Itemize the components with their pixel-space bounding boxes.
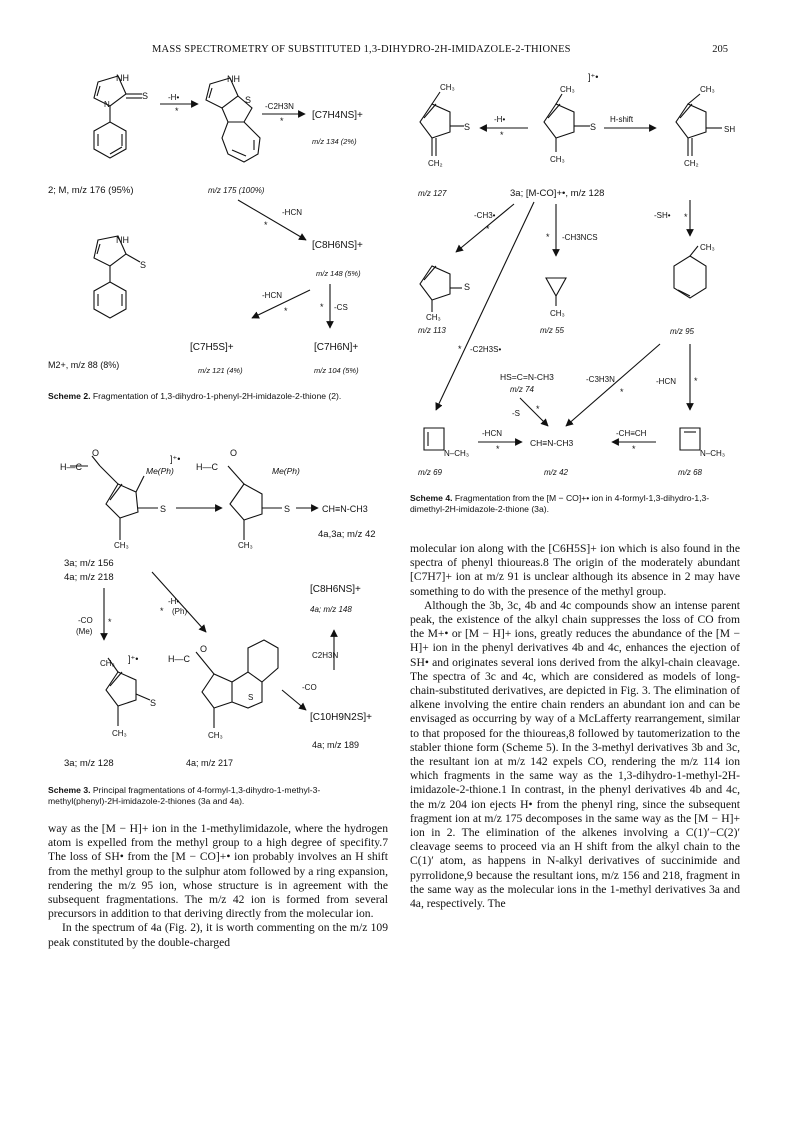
svg-text:-C2H3N: -C2H3N xyxy=(265,102,294,111)
svg-text:CH₂: CH₂ xyxy=(428,159,443,168)
svg-text:S: S xyxy=(284,504,291,514)
svg-text:S: S xyxy=(590,122,597,132)
svg-text:*: * xyxy=(280,116,284,126)
svg-text:m/z 74: m/z 74 xyxy=(510,385,535,394)
right-column-text xyxy=(410,542,740,911)
svg-text:O: O xyxy=(230,448,238,458)
svg-text:[C8H6NS]+: [C8H6NS]+ xyxy=(312,240,363,251)
svg-text:m/z 113: m/z 113 xyxy=(418,326,446,335)
svg-text:*: * xyxy=(284,306,288,316)
svg-text:NH: NH xyxy=(116,235,129,245)
running-title: MASS SPECTROMETRY OF SUBSTITUTED 1,3-DIHYDRO-2H-IMIDAZOLE-2-THIONES xyxy=(152,44,571,55)
svg-text:-HCN: -HCN xyxy=(262,291,282,300)
svg-text:CH₃: CH₃ xyxy=(426,313,441,322)
structure-128-central xyxy=(544,94,590,152)
svg-text:CH₃: CH₃ xyxy=(560,85,575,94)
svg-text:*: * xyxy=(684,212,688,222)
label-3a-mco: 3a; [M-CO]+•, m/z 128 xyxy=(510,188,605,199)
structure-3a-cyclic xyxy=(228,466,282,540)
svg-text:]⁺•: ]⁺• xyxy=(588,72,599,82)
svg-text:CH₃: CH₃ xyxy=(550,309,565,318)
svg-text:-C2H3S•: -C2H3S• xyxy=(470,345,502,354)
scheme3-drawing xyxy=(60,448,376,769)
svg-text:H—C: H—C xyxy=(196,462,218,472)
svg-text:[C7H5S]+: [C7H5S]+ xyxy=(190,342,234,353)
svg-text:CH₃: CH₃ xyxy=(238,541,253,550)
svg-text:H-shift: H-shift xyxy=(610,115,634,124)
svg-text:Me(Ph): Me(Ph) xyxy=(146,466,174,476)
structure-217 xyxy=(196,640,278,728)
svg-text:-CO: -CO xyxy=(302,683,317,692)
svg-text:Me(Ph): Me(Ph) xyxy=(272,466,300,476)
svg-text:m/z 55: m/z 55 xyxy=(540,326,565,335)
svg-text:-HCN: -HCN xyxy=(282,208,302,217)
structure-113 xyxy=(420,266,462,312)
svg-text:CH₃: CH₃ xyxy=(440,83,455,92)
svg-text:[C8H6NS]+: [C8H6NS]+ xyxy=(310,584,361,595)
svg-text:-HCN: -HCN xyxy=(482,429,502,438)
svg-text:*: * xyxy=(486,224,490,234)
svg-text:CH₃: CH₃ xyxy=(114,541,129,550)
structure-M2 xyxy=(94,236,140,318)
svg-text:O: O xyxy=(92,448,100,458)
svg-text:m/z 95: m/z 95 xyxy=(670,327,695,336)
structure-127 xyxy=(420,92,464,156)
svg-text:-CH3NCS: -CH3NCS xyxy=(562,233,598,242)
svg-text:4a; m/z 217: 4a; m/z 217 xyxy=(186,758,234,768)
svg-text:N: N xyxy=(104,100,110,109)
svg-text:*: * xyxy=(458,344,462,354)
label-M: 2; M, m/z 176 (95%) xyxy=(48,185,134,196)
svg-text:m/z 68: m/z 68 xyxy=(678,468,703,477)
svg-text:*: * xyxy=(694,376,698,386)
svg-text:CH≡N-CH3: CH≡N-CH3 xyxy=(322,504,368,514)
svg-text:m/z 134 (2%): m/z 134 (2%) xyxy=(312,137,357,146)
svg-text:[C7H6N]+: [C7H6N]+ xyxy=(314,342,359,353)
svg-text:m/z 148 (5%): m/z 148 (5%) xyxy=(316,269,361,278)
label-M2: M2+, m/z 88 (8%) xyxy=(48,360,120,370)
svg-text:CH₃: CH₃ xyxy=(700,243,715,252)
svg-text:*: * xyxy=(175,106,179,116)
structure-68 xyxy=(680,428,700,450)
left-column-text xyxy=(48,822,388,950)
svg-text:4a,3a; m/z 42: 4a,3a; m/z 42 xyxy=(318,529,376,540)
svg-text:[C10H9N2S]+: [C10H9N2S]+ xyxy=(310,712,372,723)
svg-text:S: S xyxy=(245,95,252,105)
svg-text:-CH3•: -CH3• xyxy=(474,211,496,220)
svg-text:*: * xyxy=(620,387,624,397)
svg-text:]⁺•: ]⁺• xyxy=(170,454,181,464)
svg-text:CH₃: CH₃ xyxy=(112,729,127,738)
svg-text:-CH≡CH: -CH≡CH xyxy=(616,429,647,438)
svg-text:C2H3N: C2H3N xyxy=(312,651,339,660)
svg-text:]⁺•: ]⁺• xyxy=(128,654,139,664)
svg-text:*: * xyxy=(546,232,550,242)
svg-text:m/z 127: m/z 127 xyxy=(418,189,447,198)
svg-text:H—C: H—C xyxy=(60,462,82,472)
structure-69 xyxy=(424,428,444,450)
svg-text:-HCN: -HCN xyxy=(656,377,676,386)
page-number: 205 xyxy=(712,44,728,55)
svg-text:-S: -S xyxy=(512,409,520,418)
scheme2-caption: Scheme 2. Fragmentation of 1,3-dihydro-1-phenyl-2H-imidazole-2-thione (2). xyxy=(48,391,342,401)
svg-text:m/z 175 (100%): m/z 175 (100%) xyxy=(208,186,265,195)
svg-text:S: S xyxy=(464,282,471,292)
scheme4-caption: Scheme 4. Fragmentation from the [M − CO]+• ion in 4-formyl-1,3-dihydro-1,3-dimethyl-2H-imidazole-2-thione (3a). xyxy=(410,493,710,514)
svg-text:4a; m/z 148: 4a; m/z 148 xyxy=(310,605,352,614)
scheme4-drawing xyxy=(418,72,735,477)
ion-c7h4ns: [C7H4NS]+ xyxy=(312,110,363,121)
svg-text:CH≡N-CH3: CH≡N-CH3 xyxy=(530,438,574,448)
svg-text:HS=C=N-CH3: HS=C=N-CH3 xyxy=(500,372,554,382)
svg-text:CH₃: CH₃ xyxy=(208,731,223,740)
structure-2 xyxy=(94,76,142,158)
svg-text:(Ph): (Ph) xyxy=(172,607,188,616)
scheme2-drawing xyxy=(48,73,363,375)
paragraph: way as the [M − H]+ ion in the 1-methylimidazole, where the hydrogen atom is expelled from the methyl group to a high degree of specifity.7 The loss of SH• from the [M − CO]+• ion probably involves an H shift from the methyl group to the sulphur atom followed by a ring expansion, rendering the m/z 95 ion, whose structure is in agreement with the subsequent fragmentations. The m/z 42 ion is formed from several precursors in addition to that deriving directly from the molecular ion. xyxy=(48,822,388,921)
svg-text:CH₃: CH₃ xyxy=(100,659,115,668)
svg-text:CH₂: CH₂ xyxy=(684,159,699,168)
svg-text:m/z 69: m/z 69 xyxy=(418,468,443,477)
svg-text:S: S xyxy=(140,260,147,270)
svg-text:S: S xyxy=(142,91,149,101)
svg-text:*: * xyxy=(536,404,540,414)
svg-text:CH₃: CH₃ xyxy=(700,85,715,94)
svg-text:-CO: -CO xyxy=(78,616,93,625)
svg-text:3a; m/z 156: 3a; m/z 156 xyxy=(64,558,114,569)
paragraph: molecular ion along with the [C6H5S]+ ion which is also found in the spectra of phenyl thioureas.8 The origin of the moderately abundant [C7H7]+ ion at m/z 91 is unclear although its absence in 2 may have something to do with the presence of the methyl group. xyxy=(410,542,740,598)
svg-text:H—C: H—C xyxy=(168,654,190,664)
structure-55 xyxy=(546,278,566,306)
svg-text:S: S xyxy=(160,504,167,514)
svg-text:CH₃: CH₃ xyxy=(550,155,565,164)
svg-text:*: * xyxy=(500,130,504,140)
svg-text:*: * xyxy=(632,444,636,454)
svg-text:-C3H3N: -C3H3N xyxy=(586,375,615,384)
svg-text:S: S xyxy=(464,122,471,132)
svg-text:N–CH₃: N–CH₃ xyxy=(700,449,726,458)
paragraph: In the spectrum of 4a (Fig. 2), it is worth commenting on the m/z 109 peak constituted by the double-charged xyxy=(48,921,388,949)
structure-95 xyxy=(674,246,706,298)
svg-text:NH: NH xyxy=(116,73,129,83)
svg-text:-SH•: -SH• xyxy=(654,211,671,220)
svg-text:-H•: -H• xyxy=(494,115,506,124)
svg-text:*: * xyxy=(264,220,268,230)
structure-3a-4a xyxy=(70,456,158,540)
svg-text:(Me): (Me) xyxy=(76,627,93,636)
svg-text:*: * xyxy=(108,617,112,627)
svg-text:*: * xyxy=(160,606,164,616)
structure-SH xyxy=(676,94,722,156)
svg-text:m/z 104 (5%): m/z 104 (5%) xyxy=(314,366,359,375)
svg-text:*: * xyxy=(496,444,500,454)
svg-text:*: * xyxy=(320,302,324,312)
svg-text:4a; m/z 218: 4a; m/z 218 xyxy=(64,572,114,583)
svg-text:-CS: -CS xyxy=(334,303,348,312)
svg-text:NH: NH xyxy=(227,74,240,84)
svg-text:O: O xyxy=(200,644,208,654)
svg-text:3a; m/z 128: 3a; m/z 128 xyxy=(64,758,114,769)
svg-text:m/z 42: m/z 42 xyxy=(544,468,569,477)
svg-text:S: S xyxy=(248,693,254,702)
structure-175 xyxy=(206,78,260,162)
structure-128 xyxy=(106,658,150,726)
svg-text:N–CH₃: N–CH₃ xyxy=(444,449,470,458)
svg-text:S: S xyxy=(150,698,157,708)
svg-text:SH: SH xyxy=(724,125,736,134)
svg-text:-H•: -H• xyxy=(168,597,180,606)
scheme3-caption: Scheme 3. Principal fragmentations of 4-formyl-1,3-dihydro-1-methyl-3-methyl(phenyl)-2H-imidazole-2-thiones (3a and 4a). xyxy=(48,785,321,806)
paragraph: Although the 3b, 3c, 4b and 4c compounds show an intense parent peak, the existence of the alkyl chain suppresses the loss of CO from the M+• or [M − H]+ ions, greatly reduces the abundance of the [M − H]+ ion in the phenyl derivatives 4b and 4c, enhances the ejection of SH• and originates several ions derived from the alkyl-chain cleavage. The spectra of 3c and 4c, which are considered as models of long-chain-substituted derivatives, are depicted in Fig. 3. The elimination of alkene involving the entire chain renders an abundant ion and can be envisaged as occurring by way of a McLafferty rearrangement, similar to that proposed for the thioureas,8 followed by tautomerization to the stabler thione form (Scheme 5). In the 3-methyl derivatives 3b and 3c, the resultant ion at m/z 142 expels CO, rendering the m/z 114 ion which fragments in the same way as the 1,3-dihydro-1-methyl-2H-imidazole-2-thione.1 In contrast, in the phenyl derivatives 4b and 4c, the m/z 204 ion ejects H• from the phenyl ring, since the subsequent fragment ion at m/z 175 decomposes in the same way as the [M − H]+ ion in 2. The elimination of the alkenes involving a C(1)′−C(2)′ cleavage seems to proceed via an H shift from the alkyl chain to the C(1)′ atom, as happens in N-alkyl derivatives of succinimide and pyrrolidone,9 because the resultant ions, m/z 156 and 218, fragment in the same way as the molecular ions in the 1-methyl derivatives 3a and 4a, respectively. The xyxy=(410,598,740,911)
svg-text:-H•: -H• xyxy=(168,93,180,102)
svg-text:4a; m/z 189: 4a; m/z 189 xyxy=(312,740,360,750)
svg-text:m/z 121 (4%): m/z 121 (4%) xyxy=(198,366,243,375)
